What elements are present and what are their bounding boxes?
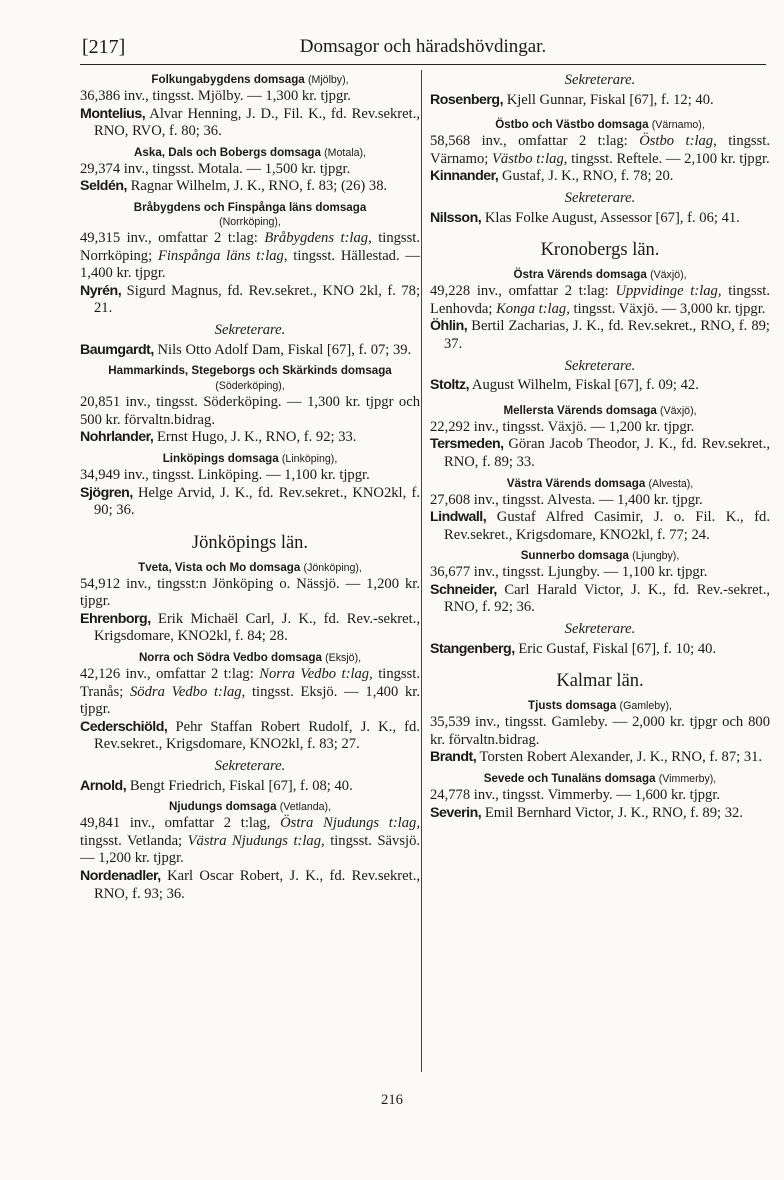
district-description: 36,386 inv., tingsst. Mjölby. — 1,300 kr. tjpgr. xyxy=(80,88,351,104)
district-name: Bråbygdens och Finspånga läns domsaga xyxy=(133,200,367,214)
person-details: Nils Otto Adolf Dam, Fiskal [67], f. 07; 39. xyxy=(157,341,412,358)
district-seat: (Jönköping), xyxy=(303,561,362,574)
description-italic: Södra Vedbo t:lag, xyxy=(130,683,246,700)
district-heading xyxy=(430,771,770,787)
district-description xyxy=(430,133,770,168)
person-name: Nilsson, xyxy=(430,209,482,226)
description-text: tingsst. Reftele. — 2,100 kr. tjpgr. xyxy=(571,150,770,167)
district-seat: (Ljungby), xyxy=(632,550,680,563)
person-details: Karl Oscar Robert, J. K., fd. Rev.sekret., RNO, f. 93; 36. xyxy=(94,868,420,902)
person-details: Bengt Friedrich, Fiskal [67], f. 08; 40. xyxy=(129,777,353,794)
district-description: 27,608 inv., tingsst. Alvesta. — 1,400 kr. tjpgr. xyxy=(430,491,703,508)
description-italic: Finspånga läns t:lag, xyxy=(157,247,288,264)
district-description: 36,677 inv., tingsst. Ljungby. — 1,100 kr. tjpgr. xyxy=(430,564,708,581)
person-name: Stangenberg, xyxy=(430,640,515,657)
description-italic: Uppvidinge t:lag, xyxy=(615,283,722,300)
district-name: Norra och Södra Vedbo domsaga xyxy=(138,651,322,665)
district-description xyxy=(80,230,420,283)
secretary-heading: Sekreterare. xyxy=(214,321,286,338)
district-heading xyxy=(430,548,770,564)
person-details: Kjell Gunnar, Fiskal [67], f. 12; 40. xyxy=(506,91,714,108)
judge-entry xyxy=(80,283,420,318)
judge-entry xyxy=(80,106,420,141)
district-heading xyxy=(430,698,770,714)
district-description: 54,912 inv., tingsst:n Jönköping o. Nässjö. — 1,200 kr. tjpgr. xyxy=(80,575,420,610)
district-heading xyxy=(430,476,770,492)
district-heading xyxy=(80,200,420,230)
description-text: tingsst. Tranås; xyxy=(80,666,420,700)
district-seat: (Mjölby), xyxy=(307,74,349,86)
secretary-heading: Sekreterare. xyxy=(564,357,636,374)
description-text: 49,228 inv., omfattar 2 t:lag: xyxy=(430,283,609,300)
district-name: Linköpings domsaga xyxy=(162,451,279,465)
description-text: 42,126 inv., omfattar 2 t:lag: xyxy=(80,666,254,683)
person-details: August Wilhelm, Fiskal [67], f. 09; 42. xyxy=(471,377,699,394)
person-name: Rosenberg, xyxy=(430,91,504,108)
description-italic: Västra Njudungs t:lag, xyxy=(187,832,325,849)
judge-entry xyxy=(430,318,770,353)
judge-entry xyxy=(430,509,770,544)
district-heading xyxy=(430,117,770,133)
person-name: Montelius, xyxy=(80,105,146,122)
person-details: Torsten Robert Alexander, J. K., RNO, f. 87; 31. xyxy=(479,749,763,766)
person-details: Carl Harald Victor, J. K., fd. Rev.-sekret., RNO, f. 92; 36. xyxy=(444,581,770,616)
person-name: Tersmeden, xyxy=(430,436,504,453)
person-name: Arnold, xyxy=(80,777,127,794)
description-text: tingsst. Växjö. — 3,000 kr. tjpgr. xyxy=(573,300,766,317)
person-name: Kinnander, xyxy=(430,168,499,185)
secretary-entry xyxy=(430,377,770,395)
person-details: Ernst Hugo, J. K., RNO, f. 92; 33. xyxy=(157,429,357,446)
person-details: Gustaf, J. K., RNO, f. 78; 20. xyxy=(501,168,674,185)
district-name: Tjusts domsaga xyxy=(528,699,617,713)
person-details: Helge Arvid, J. K., fd. Rev.sekret., KNO2kl, f. 90; 36. xyxy=(94,484,420,519)
judge-entry xyxy=(430,805,770,823)
district-heading xyxy=(80,560,420,576)
person-name: Nohrlander, xyxy=(80,429,154,446)
district-heading xyxy=(80,799,420,815)
secretary-heading: Sekreterare. xyxy=(564,621,636,638)
person-name: Baumgardt, xyxy=(80,341,154,358)
person-name: Sjögren, xyxy=(80,484,133,501)
district-name: Folkungabygdens domsaga xyxy=(151,73,305,86)
judge-entry xyxy=(80,178,420,196)
judge-entry xyxy=(430,436,770,471)
person-name: Schneider, xyxy=(430,581,497,598)
district-name: Aska, Dals och Bobergs domsaga xyxy=(134,145,321,159)
judge-entry xyxy=(80,485,420,520)
person-details: Göran Jacob Theodor, J. K., fd. Rev.sekret., RNO, f. 89; 33. xyxy=(444,436,770,470)
description-italic: Bråbygdens t:lag, xyxy=(264,229,372,246)
district-description xyxy=(80,666,420,719)
district-seat: (Gamleby), xyxy=(619,700,672,713)
person-details: Emil Bernhard Victor, J. K., RNO, f. 89; 32. xyxy=(484,804,743,821)
person-name: Severin, xyxy=(430,804,482,821)
district-description: 24,778 inv., tingsst. Vimmerby. — 1,600 kr. tjpgr. xyxy=(430,787,721,804)
description-italic: Östbo t:lag, xyxy=(639,133,717,150)
district-description: 20,851 inv., tingsst. Söderköping. — 1,300 kr. tjpgr och 500 kr. förvaltn.bidrag. xyxy=(80,394,420,428)
district-seat: (Linköping), xyxy=(281,452,338,465)
person-details: Bertil Zacharias, J. K., fd. Rev.sekret., RNO, f. 89; 37. xyxy=(444,318,770,352)
person-name: Öhlin, xyxy=(430,318,468,335)
district-heading xyxy=(80,72,420,88)
district-description xyxy=(430,283,770,318)
description-text: tingsst. Eksjö. — 1,400 kr. tjpgr. xyxy=(80,683,420,718)
judge-entry xyxy=(80,868,420,903)
secretary-heading: Sekreterare. xyxy=(564,189,636,206)
district-description: 22,292 inv., tingsst. Växjö. — 1,200 kr. tjpgr. xyxy=(430,418,695,435)
person-details: Gustaf Alfred Casimir, J. o. Fil. K., fd. Rev.sekret., Krigsdomare, KNO2kl, f. 77; 24. xyxy=(444,509,770,543)
district-name: Västra Värends domsaga xyxy=(506,476,646,490)
district-name: Hammarkinds, Stegeborgs och Skärkinds domsaga xyxy=(108,364,392,378)
person-name: Cederschiöld, xyxy=(80,718,168,735)
person-details: Alvar Henning, J. D., Fil. K., fd. Rev.sekret., RNO, RVO, f. 80; 36. xyxy=(94,105,420,140)
district-name: Sunnerbo domsaga xyxy=(520,549,629,563)
person-details: Eric Gustaf, Fiskal [67], f. 10; 40. xyxy=(518,640,717,657)
district-seat: (Söderköping), xyxy=(215,380,285,393)
district-description xyxy=(80,815,420,868)
secretary-entry xyxy=(80,342,420,360)
county-heading: Jönköpings län. xyxy=(191,532,309,553)
district-seat: (Alvesta), xyxy=(648,477,694,490)
judge-entry xyxy=(80,429,420,447)
district-name: Sevede och Tunaläns domsaga xyxy=(483,772,656,786)
county-heading: Kronobergs län. xyxy=(540,240,660,261)
judge-entry xyxy=(430,168,770,186)
district-heading xyxy=(80,650,420,666)
judge-entry xyxy=(430,749,770,767)
judge-entry xyxy=(80,611,420,646)
person-name: Nordenadler, xyxy=(80,868,161,884)
district-description: 35,539 inv., tingsst. Gamleby. — 2,000 kr. tjpgr och 800 kr. förvaltn.bidrag. xyxy=(430,714,770,748)
left-column xyxy=(80,72,420,903)
district-heading xyxy=(80,145,420,161)
district-seat: (Växjö), xyxy=(650,269,687,282)
person-details: Sigurd Magnus, fd. Rev.sekret., KNO 2kl, f. 78; 21. xyxy=(94,282,421,317)
district-seat: (Värnamo), xyxy=(651,119,705,132)
description-text: 49,841 inv., omfattar 2 t:lag, xyxy=(80,815,271,832)
secretary-heading: Sekreterare. xyxy=(564,72,636,88)
person-name: Nyrén, xyxy=(80,282,122,299)
description-text: 49,315 inv., omfattar 2 t:lag: xyxy=(80,229,258,246)
district-seat: (Växjö), xyxy=(660,404,697,417)
county-heading: Kalmar län. xyxy=(556,671,644,692)
secretary-entry xyxy=(430,92,770,110)
district-seat: (Vetlanda), xyxy=(279,801,332,814)
description-text: tingsst. Värnamo; xyxy=(430,133,770,167)
district-name: Njudungs domsaga xyxy=(168,800,277,814)
secretary-heading: Sekreterare. xyxy=(214,758,286,775)
district-name: Östbo och Västbo domsaga xyxy=(495,118,649,132)
column-divider xyxy=(421,70,422,1072)
district-seat: (Norrköping), xyxy=(219,215,281,228)
person-details: Pehr Staffan Robert Rudolf, J. K., fd. Rev.sekret., Krigsdomare, KNO2kl, f. 83; 27. xyxy=(94,718,420,753)
page-number: 216 xyxy=(381,1092,403,1108)
judge-entry xyxy=(430,582,770,617)
district-seat: (Vimmerby), xyxy=(658,773,717,786)
person-name: Stoltz, xyxy=(430,377,470,394)
district-name: Tveta, Vista och Mo domsaga xyxy=(138,560,301,574)
person-details: Erik Michaël Carl, J. K., fd. Rev.-sekret., Krigsdomare, KNO2kl, f. 84; 28. xyxy=(94,610,420,645)
secretary-entry xyxy=(430,641,770,659)
secretary-entry xyxy=(80,778,420,796)
district-name: Östra Värends domsaga xyxy=(513,268,647,282)
person-name: Ehrenborg, xyxy=(80,610,151,627)
description-italic: Västbo t:lag, xyxy=(492,150,568,167)
district-heading xyxy=(80,363,420,394)
person-details: Ragnar Wilhelm, J. K., RNO, f. 83; (26) 38. xyxy=(130,178,388,195)
district-seat: (Eksjö), xyxy=(325,652,362,665)
person-name: Seldén, xyxy=(80,178,127,195)
district-heading xyxy=(430,267,770,283)
running-head xyxy=(82,36,764,66)
header-rule xyxy=(80,64,766,65)
description-text: tingsst. Hällestad. — 1,400 kr. tjpgr. xyxy=(80,247,420,282)
district-heading xyxy=(430,403,770,419)
secretary-entry xyxy=(430,210,770,228)
description-italic: Norra Vedbo t:lag, xyxy=(259,666,373,683)
description-text: tingsst. Lenhovda; xyxy=(430,283,771,317)
description-text: 58,568 inv., omfattar 2 t:lag: xyxy=(430,133,628,150)
district-description: 29,374 inv., tingsst. Motala. — 1,500 kr. tjpgr. xyxy=(80,160,351,177)
person-details: Klas Folke August, Assessor [67], f. 06; 41. xyxy=(484,209,740,226)
bracketed-page-number: [217] xyxy=(82,36,126,58)
running-title: Domsagor och häradshövdingar. xyxy=(299,36,547,57)
description-italic: Östra Njudungs t:lag, xyxy=(280,815,420,832)
right-column xyxy=(430,72,770,822)
description-text: tingsst. Norrköping; xyxy=(80,229,420,264)
description-italic: Konga t:lag, xyxy=(496,300,570,317)
person-name: Brandt, xyxy=(430,749,477,766)
district-heading xyxy=(80,451,420,467)
person-name: Lindwall, xyxy=(430,509,487,526)
district-description: 34,949 inv., tingsst. Linköping. — 1,100 kr. tjpgr. xyxy=(80,466,370,483)
judge-entry xyxy=(80,719,420,754)
district-name: Mellersta Värends domsaga xyxy=(503,403,657,417)
description-text: tingsst. Vetlanda; xyxy=(80,832,183,849)
district-seat: (Motala), xyxy=(324,146,366,159)
description-text: tingsst. Sävsjö. — 1,200 kr. tjpgr. xyxy=(80,832,421,867)
